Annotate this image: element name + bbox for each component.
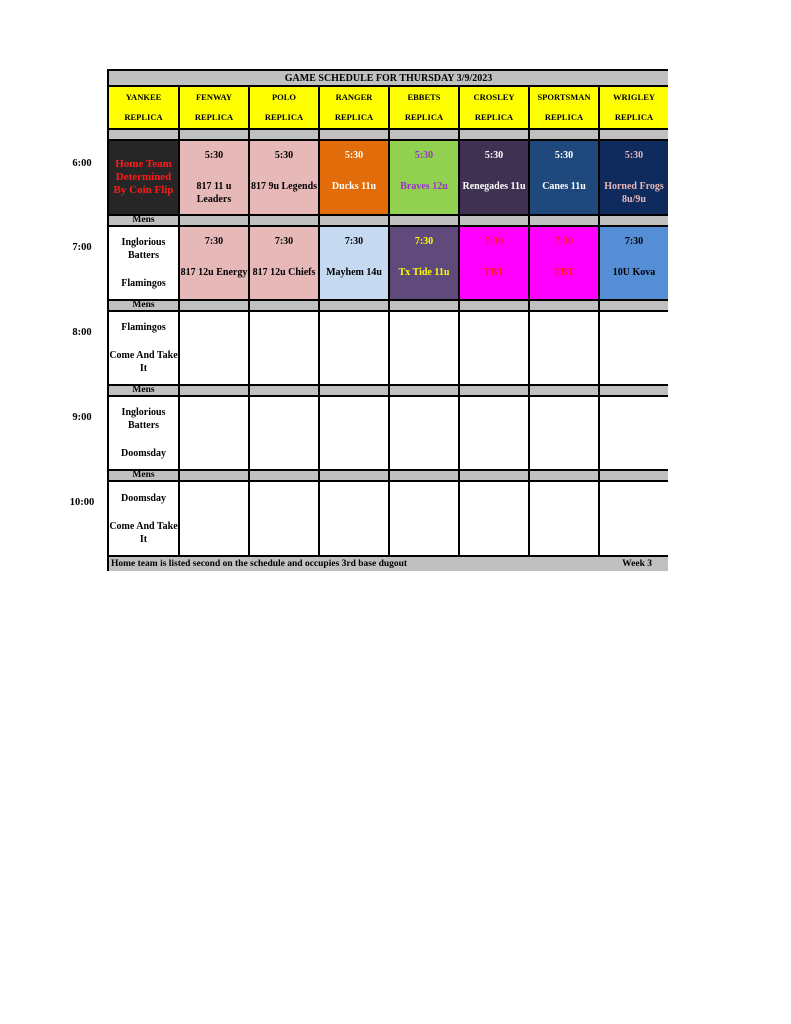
field-name: EBBETS xyxy=(407,91,441,102)
game-team: 817 12u Energy xyxy=(180,267,248,278)
time-label: 10:00 xyxy=(69,497,95,508)
game-slot-2-2 xyxy=(250,312,318,384)
game-slot-0-1 xyxy=(180,141,248,214)
game-slot-2-4 xyxy=(390,312,458,384)
time-label: 8:00 xyxy=(72,327,92,338)
game-time: 7:30 xyxy=(414,236,434,247)
separator-cell xyxy=(530,471,598,480)
field-header-5 xyxy=(460,87,528,128)
separator-cell xyxy=(460,130,528,139)
separator-cell xyxy=(109,130,178,139)
separator-cell xyxy=(250,130,318,139)
game-slot-3-4 xyxy=(390,397,458,469)
game-slot-3-6 xyxy=(530,397,598,469)
game-slot-1-7 xyxy=(600,227,668,299)
separator-cell xyxy=(320,130,388,139)
field-subtitle: REPLICA xyxy=(194,112,234,123)
game-slot-3-3 xyxy=(320,397,388,469)
field-header-7 xyxy=(600,87,668,128)
game-slot-1-2 xyxy=(250,227,318,299)
field-subtitle: REPLICA xyxy=(474,112,514,123)
separator-cell xyxy=(320,471,388,480)
separator-cell xyxy=(390,130,458,139)
field-name: CROSLEY xyxy=(473,91,515,102)
separator-cell xyxy=(390,301,458,310)
separator-cell xyxy=(530,216,598,225)
time-label: 9:00 xyxy=(72,412,92,423)
game-time: 7:30 xyxy=(204,236,224,247)
field-subtitle: REPLICA xyxy=(404,112,444,123)
field-subtitle: REPLICA xyxy=(544,112,584,123)
game-slot-1-5 xyxy=(460,227,528,299)
separator-cell xyxy=(180,130,248,139)
yankee-cell-1 xyxy=(109,227,178,299)
game-team: Tx Tide 11u xyxy=(398,267,450,278)
game-slot-0-6 xyxy=(530,141,598,214)
game-team: 817 12u Chiefs xyxy=(252,267,316,278)
field-subtitle: REPLICA xyxy=(124,112,163,123)
game-team: TBT xyxy=(483,267,504,278)
game-slot-4-4 xyxy=(390,482,458,555)
yankee-team-bottom: Come And Take It xyxy=(109,520,178,545)
separator-cell xyxy=(180,216,248,225)
game-slot-4-7 xyxy=(600,482,668,555)
separator-cell xyxy=(460,216,528,225)
game-team: Renegades 11u xyxy=(462,181,526,192)
yankee-team-top: Flamingos xyxy=(121,322,166,334)
game-slot-1-4 xyxy=(390,227,458,299)
game-team: 10U Kova xyxy=(612,267,656,278)
separator-cell xyxy=(250,386,318,395)
separator-cell xyxy=(460,471,528,480)
game-time: 7:30 xyxy=(554,236,574,247)
field-header-2 xyxy=(250,87,318,128)
separator-cell xyxy=(600,130,668,139)
field-name: WRIGLEY xyxy=(612,91,656,102)
separator-cell xyxy=(600,471,668,480)
game-time: 7:30 xyxy=(344,236,364,247)
game-slot-0-2 xyxy=(250,141,318,214)
field-header-3 xyxy=(320,87,388,128)
separator-cell xyxy=(250,216,318,225)
game-slot-4-5 xyxy=(460,482,528,555)
game-team: Canes 11u xyxy=(542,181,586,192)
game-slot-0-7 xyxy=(600,141,668,214)
game-slot-3-1 xyxy=(180,397,248,469)
separator-cell xyxy=(180,471,248,480)
separator-cell xyxy=(460,301,528,310)
game-team: Mayhem 14u xyxy=(326,267,382,278)
field-header-1 xyxy=(180,87,248,128)
field-name: FENWAY xyxy=(195,91,233,102)
game-time: 7:30 xyxy=(274,236,294,247)
game-time: 7:30 xyxy=(484,236,504,247)
yankee-team-bottom: Doomsday xyxy=(120,447,166,459)
game-time: 5:30 xyxy=(204,150,224,161)
separator-cell xyxy=(250,471,318,480)
game-slot-0-5 xyxy=(460,141,528,214)
mens-label: Mens xyxy=(109,216,178,225)
game-slot-3-2 xyxy=(250,397,318,469)
field-subtitle: REPLICA xyxy=(334,112,374,123)
schedule-footer xyxy=(109,557,668,571)
game-slot-2-5 xyxy=(460,312,528,384)
mens-label: Mens xyxy=(109,301,178,310)
game-team: Braves 12u xyxy=(400,181,448,192)
game-slot-0-3 xyxy=(320,141,388,214)
yankee-cell-4 xyxy=(109,482,178,555)
game-team: Horned Frogs 8u/9u xyxy=(604,181,664,205)
game-slot-2-7 xyxy=(600,312,668,384)
separator-cell xyxy=(530,301,598,310)
game-slot-4-2 xyxy=(250,482,318,555)
game-slot-4-1 xyxy=(180,482,248,555)
game-slot-1-6 xyxy=(530,227,598,299)
separator-cell xyxy=(600,386,668,395)
separator-cell xyxy=(180,301,248,310)
game-time: 5:30 xyxy=(624,150,644,161)
game-team: 817 9u Legends xyxy=(250,181,318,192)
yankee-team-top: Inglorious Batters xyxy=(121,407,166,432)
game-time: 5:30 xyxy=(414,150,434,161)
game-team: Ducks 11u xyxy=(331,181,377,192)
game-slot-2-3 xyxy=(320,312,388,384)
separator-cell xyxy=(530,386,598,395)
separator-cell xyxy=(320,301,388,310)
mens-label: Mens xyxy=(109,471,178,480)
separator-cell xyxy=(600,216,668,225)
game-slot-2-6 xyxy=(530,312,598,384)
field-header-0 xyxy=(109,87,178,128)
separator-cell xyxy=(320,216,388,225)
game-slot-3-5 xyxy=(460,397,528,469)
game-slot-3-7 xyxy=(600,397,668,469)
separator-cell xyxy=(390,386,458,395)
separator-cell xyxy=(250,301,318,310)
yankee-team-bottom: Flamingos xyxy=(121,277,166,289)
separator-cell xyxy=(320,386,388,395)
yankee-team-top: Inglorious Batters xyxy=(121,237,166,262)
separator-cell xyxy=(390,216,458,225)
separator-cell xyxy=(460,386,528,395)
field-subtitle: REPLICA xyxy=(614,112,654,123)
separator-cell xyxy=(600,301,668,310)
time-label: 6:00 xyxy=(72,158,92,169)
mens-label: Mens xyxy=(109,386,178,395)
yankee-cell-2 xyxy=(109,312,178,384)
schedule-title: GAME SCHEDULE FOR THURSDAY 3/9/2023 xyxy=(109,71,668,85)
game-team: 817 11 u Leaders xyxy=(196,181,232,205)
game-team: TBT xyxy=(553,267,574,278)
game-time: 5:30 xyxy=(554,150,574,161)
game-time: 7:30 xyxy=(624,236,644,247)
field-header-4 xyxy=(390,87,458,128)
yankee-team-bottom: Come And Take It xyxy=(109,349,178,374)
field-name: YANKEE xyxy=(125,91,162,102)
week-label: Week 3 xyxy=(622,558,652,569)
yankee-team-top: Doomsday xyxy=(120,492,166,504)
separator-cell xyxy=(180,386,248,395)
game-slot-0-4 xyxy=(390,141,458,214)
game-slot-1-3 xyxy=(320,227,388,299)
separator-cell xyxy=(390,471,458,480)
game-time: 5:30 xyxy=(484,150,504,161)
game-slot-1-1 xyxy=(180,227,248,299)
field-name: POLO xyxy=(271,91,297,102)
field-header-6 xyxy=(530,87,598,128)
field-subtitle: REPLICA xyxy=(264,112,304,123)
game-slot-4-6 xyxy=(530,482,598,555)
field-name: RANGER xyxy=(335,91,373,102)
game-time: 5:30 xyxy=(344,150,364,161)
separator-cell xyxy=(530,130,598,139)
time-label: 7:00 xyxy=(72,242,92,253)
footer-note: Home team is listed second on the schedule and occupies 3rd base dugout xyxy=(111,558,408,569)
game-time: 5:30 xyxy=(274,150,294,161)
field-name: SPORTSMAN xyxy=(537,91,591,102)
yankee-cell-3 xyxy=(109,397,178,469)
game-slot-4-3 xyxy=(320,482,388,555)
game-slot-2-1 xyxy=(180,312,248,384)
schedule-table xyxy=(107,69,668,571)
yankee-cell-0: Home Team Determined By Coin Flip xyxy=(109,141,178,214)
